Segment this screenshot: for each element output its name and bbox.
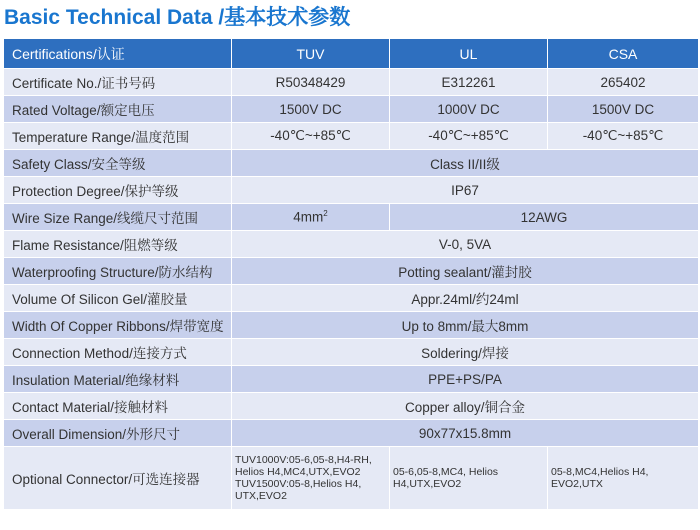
cell-csa: -40℃~+85℃ [548, 123, 699, 150]
row-label: Width Of Copper Ribbons/焊带宽度 [4, 312, 232, 339]
table-row [4, 420, 699, 447]
row-label: Rated Voltage/额定电压 [4, 96, 232, 123]
table-row [4, 231, 699, 258]
cell-value: V-0, 5VA [232, 231, 699, 258]
row-label: Wire Size Range/线缆尺寸范围 [4, 204, 232, 231]
table-row [4, 312, 699, 339]
cell-ul: -40℃~+85℃ [390, 123, 548, 150]
cell-value: Copper alloy/铜合金 [232, 393, 699, 420]
cell-ul-csa: 12AWG [390, 204, 699, 231]
row-label: Temperature Range/温度范围 [4, 123, 232, 150]
cell-tuv-value: 4mm [293, 209, 324, 225]
page-title: Basic Technical Data /基本技术参数 [4, 6, 351, 29]
row-label: Volume Of Silicon Gel/灌胶量 [4, 285, 232, 312]
header-ul: UL [390, 39, 548, 69]
cell-ul: E312261 [390, 69, 548, 96]
row-label: Flame Resistance/阻燃等级 [4, 231, 232, 258]
table-row [4, 123, 699, 150]
row-label: Optional Connector/可选连接器 [4, 447, 232, 510]
row-label: Safety Class/安全等级 [4, 150, 232, 177]
cell-tuv: TUV1000V:05-6,05-8,H4-RH, Helios H4,MC4,UTX,EVO2 TUV1500V:05-8,Helios H4, UTX,EVO2 [232, 447, 390, 510]
header-csa: CSA [548, 39, 699, 69]
cell-value: Up to 8mm/最大8mm [232, 312, 699, 339]
cell-tuv: R50348429 [232, 69, 390, 96]
table-row [4, 177, 699, 204]
row-label: Overall Dimension/外形尺寸 [4, 420, 232, 447]
table-row [4, 204, 699, 231]
cell-value: Appr.24ml/约24ml [232, 285, 699, 312]
cell-value: Potting sealant/灌封胶 [232, 258, 699, 285]
technical-data-table [3, 38, 699, 510]
table-row [4, 96, 699, 123]
cell-value: Class II/II级 [232, 150, 699, 177]
table-row [4, 366, 699, 393]
cell-value: 90x77x15.8mm [232, 420, 699, 447]
row-label: Contact Material/接触材料 [4, 393, 232, 420]
cell-ul: 1000V DC [390, 96, 548, 123]
cell-value: Soldering/焊接 [232, 339, 699, 366]
cell-value: PPE+PS/PA [232, 366, 699, 393]
table-row [4, 393, 699, 420]
cell-csa: 265402 [548, 69, 699, 96]
row-label: Certificate No./证书号码 [4, 69, 232, 96]
cell-value: IP67 [232, 177, 699, 204]
header-label: Certifications/认证 [4, 39, 232, 69]
cell-csa: 1500V DC [548, 96, 699, 123]
row-label: Protection Degree/保护等级 [4, 177, 232, 204]
table-row [4, 69, 699, 96]
cell-tuv: -40℃~+85℃ [232, 123, 390, 150]
table-row [4, 447, 699, 510]
table-row [4, 150, 699, 177]
table-header-row [4, 39, 699, 69]
row-label: Connection Method/连接方式 [4, 339, 232, 366]
cell-ul: 05-6,05-8,MC4, Helios H4,UTX,EVO2 [390, 447, 548, 510]
row-label: Insulation Material/绝缘材料 [4, 366, 232, 393]
cell-tuv [232, 204, 390, 231]
table-row [4, 339, 699, 366]
cell-tuv: 1500V DC [232, 96, 390, 123]
table-row [4, 285, 699, 312]
cell-csa: 05-8,MC4,Helios H4, EVO2,UTX [548, 447, 699, 510]
superscript: 2 [323, 209, 328, 219]
table-row [4, 258, 699, 285]
header-tuv: TUV [232, 39, 390, 69]
row-label: Waterproofing Structure/防水结构 [4, 258, 232, 285]
